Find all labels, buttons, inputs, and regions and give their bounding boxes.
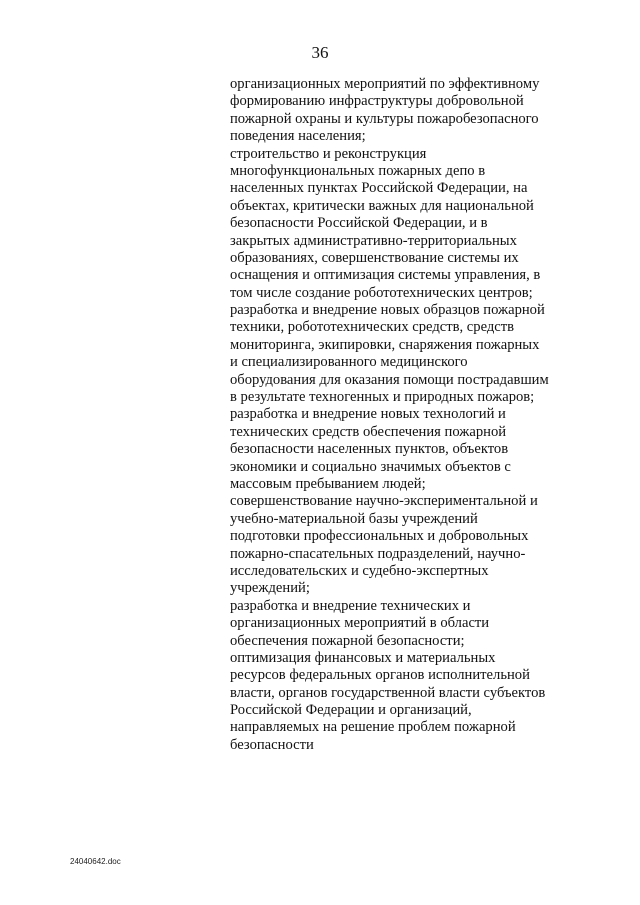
paragraph-fire-equipment (230, 302, 560, 406)
footer-filename: 24040642.doc (70, 857, 121, 866)
paragraph-fire-depots (230, 146, 560, 303)
text-line: и специализированного медицинского (230, 354, 468, 371)
text-line: исследовательских и судебно-экспертных (230, 562, 489, 579)
text-line: организационных мероприятий в области (230, 615, 490, 632)
text-line: совершенствование научно-экспериментальной и (230, 493, 538, 510)
paragraph-infrastructure-culture (230, 76, 560, 146)
body-text (230, 76, 560, 754)
text-line: техники, робототехнических средств, средств (230, 319, 515, 336)
text-line: пожарной охраны и культуры пожаробезопасного (230, 110, 539, 127)
text-line: закрытых административно-территориальных (230, 232, 517, 249)
text-line: массовым пребыванием людей; (230, 475, 426, 492)
text-line: мониторинга, экипировки, снаряжения пожарных (230, 336, 540, 353)
text-line: строительство и реконструкция (230, 145, 427, 162)
text-line: учреждений; (230, 580, 310, 597)
text-line: разработка и внедрение технических и (230, 597, 471, 614)
text-line: власти, органов государственной власти субъектов (230, 684, 546, 701)
text-line: учебно-материальной базы учреждений (230, 510, 478, 527)
text-line: безопасности населенных пунктов, объектов (230, 441, 509, 458)
paragraph-resource-optimization (230, 650, 560, 754)
text-line: населенных пунктах Российской Федерации, на (230, 180, 528, 197)
text-line: разработка и внедрение новых образцов пожарной (230, 302, 545, 319)
text-line: том числе создание робототехнических центров; (230, 284, 533, 301)
text-line: безопасности (230, 736, 314, 753)
text-line: в результате техногенных и природных пожаров; (230, 389, 535, 406)
text-line: ресурсов федеральных органов исполнительной (230, 667, 530, 684)
text-line: пожарно-спасательных подразделений, научно- (230, 545, 526, 562)
text-line: Российской Федерации и организаций, (230, 702, 472, 719)
text-line: обеспечения пожарной безопасности; (230, 632, 465, 649)
paragraph-organizational-measures (230, 598, 560, 650)
text-line: формированию инфраструктуры добровольной (230, 93, 524, 110)
text-line: безопасности Российской Федерации, и в (230, 215, 488, 232)
text-line: многофункциональных пожарных депо в (230, 162, 486, 179)
text-line: направляемых на решение проблем пожарной (230, 719, 516, 736)
text-line: разработка и внедрение новых технологий и (230, 406, 506, 423)
text-line: подготовки профессиональных и добровольных (230, 528, 529, 545)
text-line: оснащения и оптимизация системы управления, в (230, 267, 541, 284)
text-line: образованиях, совершенствование системы их (230, 249, 519, 266)
page-number: 36 (311, 43, 329, 62)
text-line: оптимизация финансовых и материальных (230, 649, 496, 666)
paragraph-new-technologies (230, 406, 560, 493)
text-line: экономики и социально значимых объектов с (230, 458, 511, 475)
text-line: оборудования для оказания помощи пострадавшим (230, 371, 549, 388)
text-line: технических средств обеспечения пожарной (230, 423, 507, 440)
paragraph-research-base (230, 493, 560, 597)
text-line: поведения населения; (230, 128, 366, 145)
text-line: объектах, критически важных для национальной (230, 197, 534, 214)
text-line: организационных мероприятий по эффективному (230, 76, 540, 92)
